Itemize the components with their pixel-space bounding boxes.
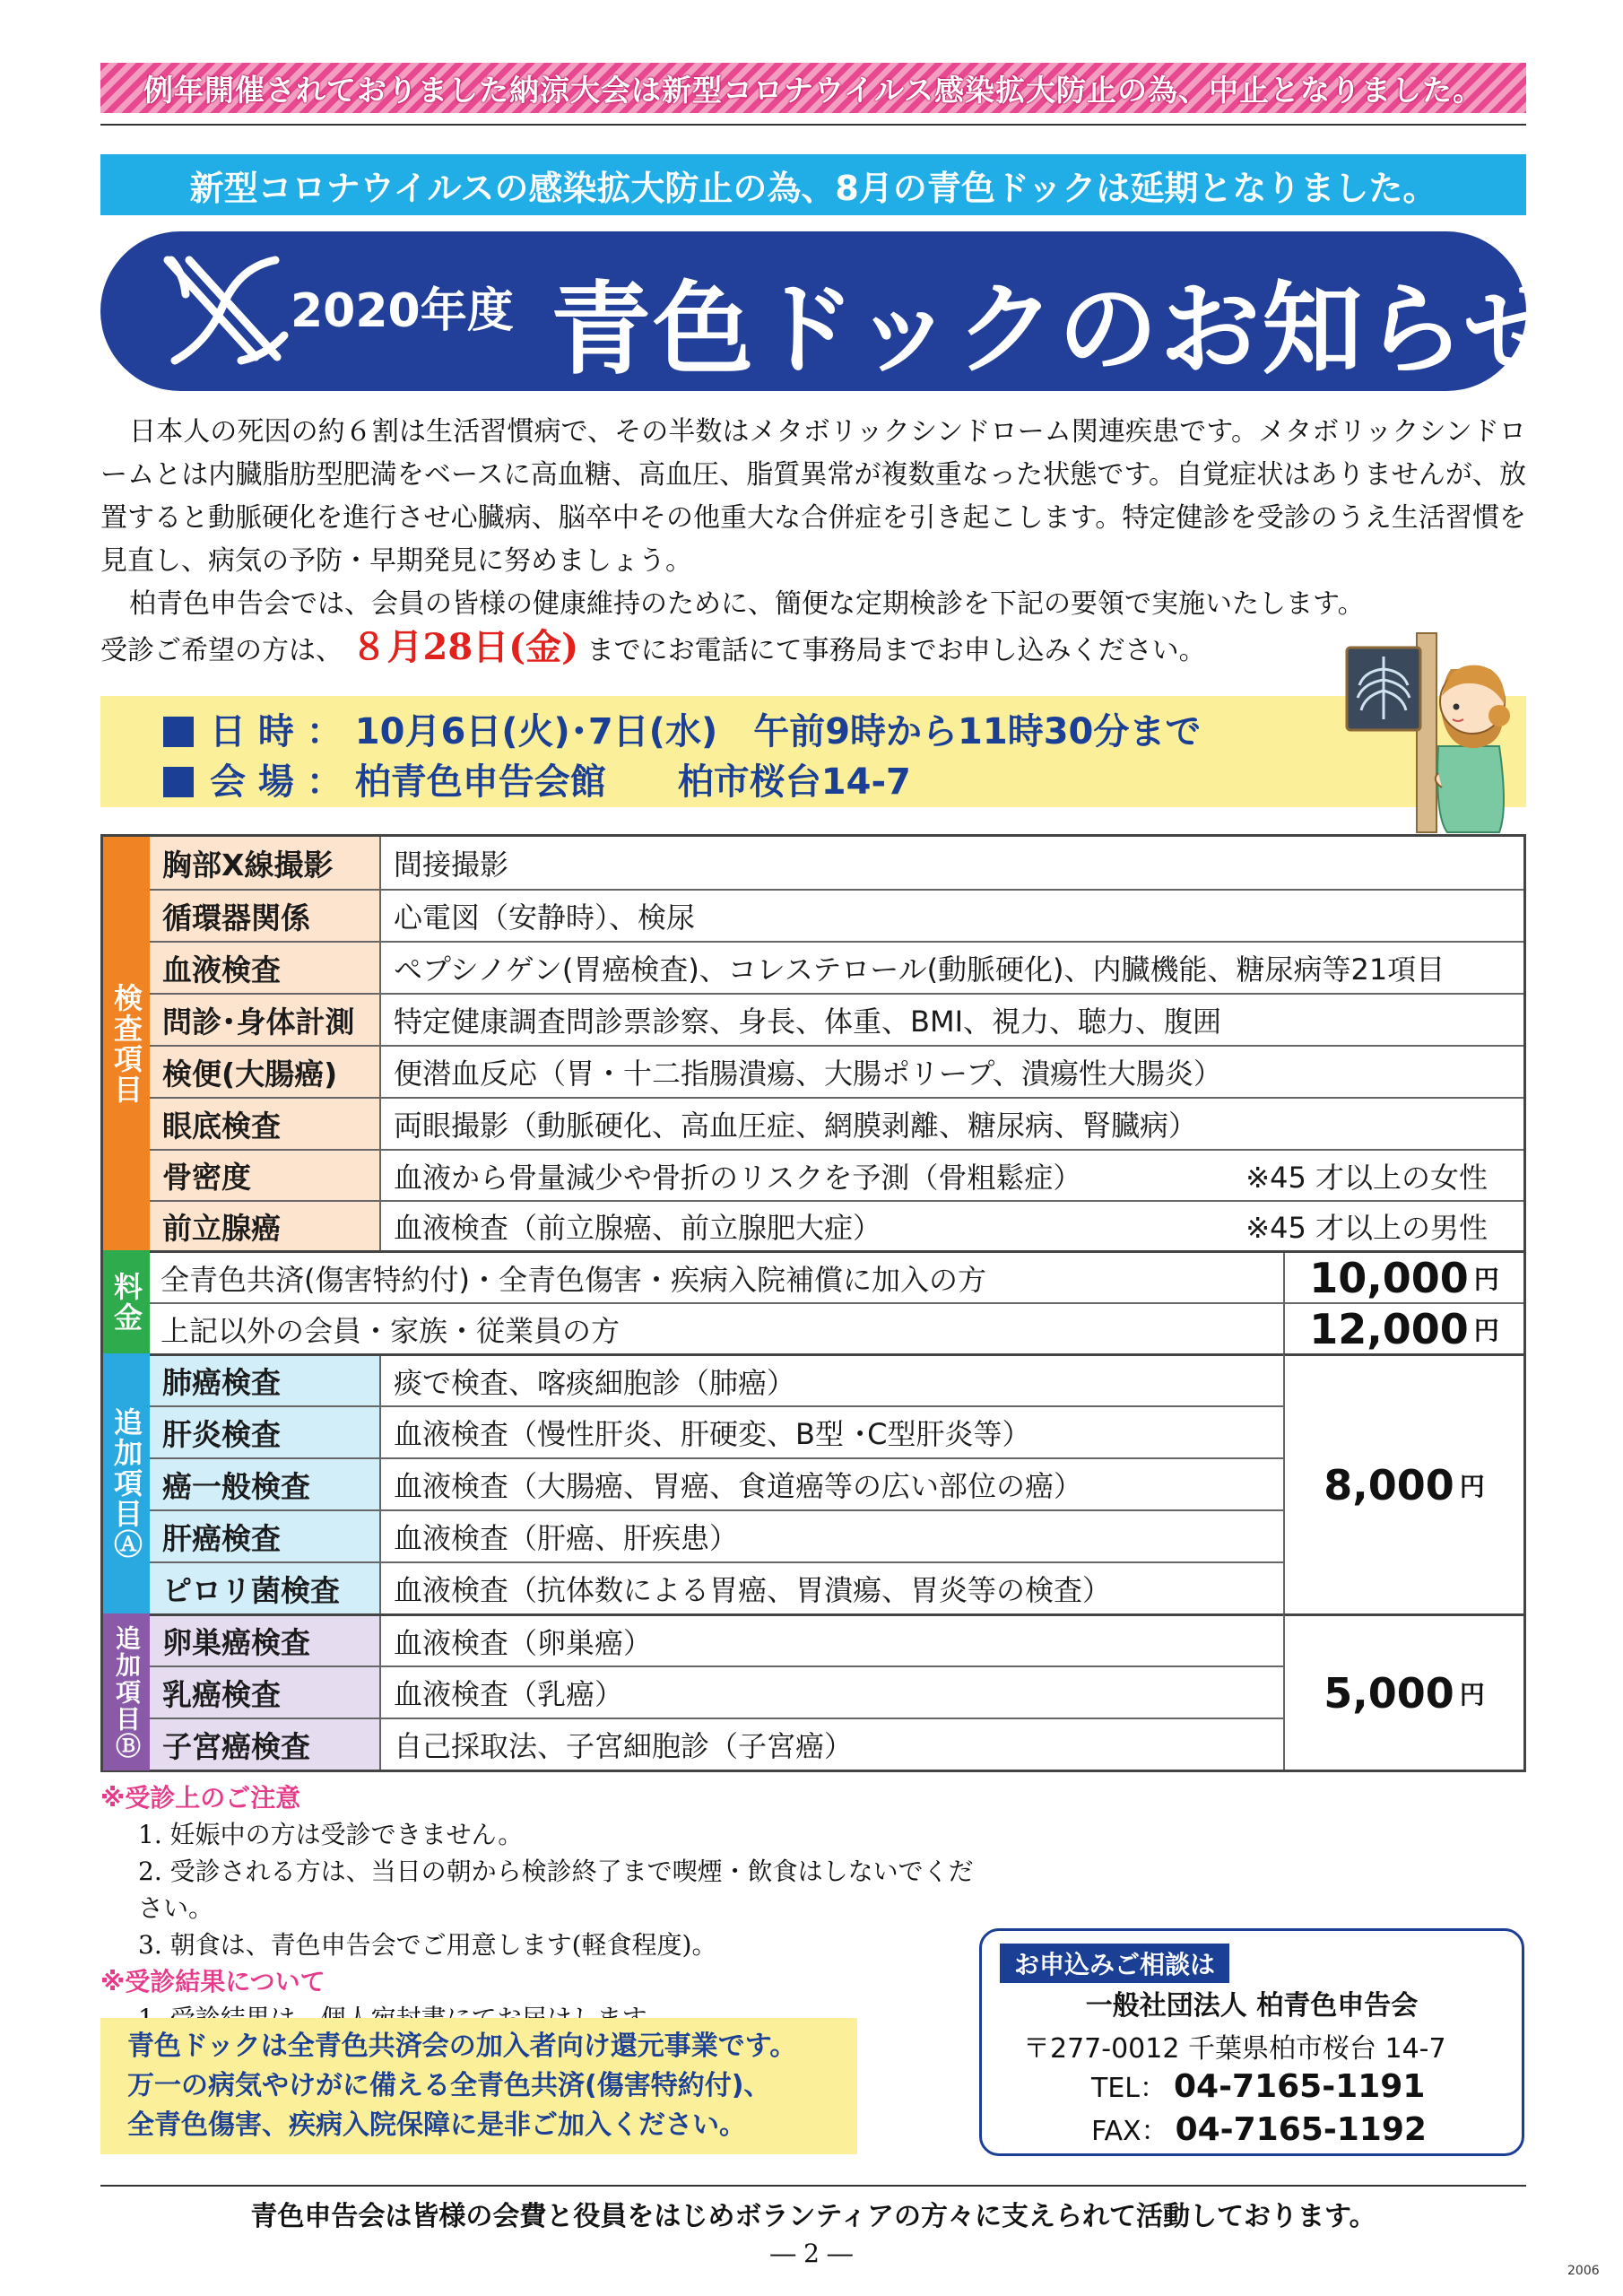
intro-paragraph-1: 日本人の死因の約６割は生活習慣病で、その半数はメタボリックシンドローム関連疾患です。メタボリックシンドロームとは内臓脂肪型肥満をベースに高血糖、高血圧、脂質異常が複数重なった状態です。自覚症状はありませんが、放置すると動脈硬化を進行させ心臓病、脳卒中その他重大な合併症を引き起こします。特定健診を受診のうえ生活習慣を見直し、病気の予防・早期発見に努めましょう。 bbox=[100, 416, 1526, 577]
page-title: 青色ドックのお知らせ bbox=[551, 272, 1567, 388]
fee-description: 上記以外の会員・家族・従業員の方 bbox=[161, 1313, 621, 1348]
exam-note: ※45 才以上の男性 bbox=[1245, 1211, 1488, 1245]
intro-apply-text: 受診ご希望の方は、 bbox=[100, 635, 343, 666]
page-number: ― 2 ― bbox=[770, 2239, 853, 2268]
caution-item: 1. 妊娠中の方は受診できません。 bbox=[138, 1820, 524, 1849]
blue-return-logo-icon bbox=[150, 249, 293, 375]
application-deadline: ８月28日(金) bbox=[351, 626, 579, 668]
additional-description: 血液検査（乳癌） bbox=[394, 1677, 624, 1711]
exam-category: 前立腺癌 bbox=[150, 1202, 381, 1250]
additional-a-band: 追加項目Ⓐ bbox=[103, 1353, 150, 1613]
table-row bbox=[150, 1665, 1284, 1718]
additional-a-price bbox=[1283, 1353, 1523, 1613]
exam-description-text: 心電図（安静時）、検尿 bbox=[394, 900, 696, 935]
exam-description-text: ペプシノゲン(胃癌検査)、コレステロール(動脈硬化)、内臓機能、糖尿病等21項目 bbox=[394, 952, 1445, 987]
document-code: 2006 bbox=[1567, 2264, 1600, 2278]
table-row bbox=[150, 889, 1523, 941]
additional-category: 卵巣癌検査 bbox=[150, 1616, 381, 1665]
exam-notes bbox=[100, 1779, 997, 2037]
contact-tag: お申込みご相談は bbox=[1000, 1944, 1229, 1983]
bullet-square-icon bbox=[163, 717, 194, 747]
exam-description-text: 間接撮影 bbox=[394, 848, 509, 882]
schedule-box bbox=[100, 696, 1526, 807]
exam-category: 骨密度 bbox=[150, 1151, 381, 1200]
exam-description-text: 血液から骨量減少や骨折のリスクを予測（骨粗鬆症） bbox=[394, 1160, 1082, 1195]
exam-description bbox=[381, 1099, 1523, 1149]
exam-description bbox=[381, 1047, 1523, 1097]
additional-b-price bbox=[1283, 1613, 1523, 1770]
exam-description bbox=[381, 1151, 1523, 1200]
exam-items-band: 検査項目 bbox=[103, 837, 150, 1250]
exam-category: 胸部X線撮影 bbox=[150, 837, 381, 889]
cancellation-text: 例年開催されておりました納涼大会は新型コロナウイルス感染拡大防止の為、中止となりました。 bbox=[143, 72, 1484, 108]
fee-price bbox=[1283, 1304, 1523, 1353]
exam-description bbox=[381, 995, 1523, 1045]
contact-fax bbox=[1091, 2109, 1427, 2148]
schedule-venue-row bbox=[163, 753, 911, 804]
table-row bbox=[150, 1613, 1284, 1665]
exam-category: 問診･身体計測 bbox=[150, 995, 381, 1045]
exam-category: 検便(大腸癌) bbox=[150, 1047, 381, 1097]
notice-line: 万一の病気やけがに備える全青色共済(傷害特約付)、 bbox=[127, 2070, 771, 2101]
yen-unit: 円 bbox=[1473, 1264, 1499, 1294]
caution-item: 2. 受診される方は、当日の朝から検診終了まで喫煙・飲食はしないでください。 bbox=[138, 1857, 974, 1923]
caution-heading: ※受診上のご注意 bbox=[100, 1783, 301, 1813]
intro-paragraph-2: 柏青色申告会では、会員の皆様の健康維持のために、簡便な定期検診を下記の要領で実施いたします。 bbox=[129, 588, 1365, 620]
footer-message: 青色申告会は皆様の会費と役員をはじめボランティアの方々に支えられて活動しております。 bbox=[250, 2201, 1376, 2232]
yen-unit: 円 bbox=[1459, 1471, 1485, 1501]
xray-woman-illustration bbox=[1341, 630, 1512, 836]
fee-band: 料金 bbox=[103, 1250, 150, 1353]
table-row bbox=[150, 1149, 1523, 1200]
postponement-text: 新型コロナウイルスの感染拡大防止の為、8月の青色ドックは延期となりました。 bbox=[189, 168, 1437, 208]
fax-number: 04-7165-1192 bbox=[1175, 2111, 1427, 2148]
exam-description bbox=[381, 943, 1523, 993]
additional-category: ピロリ菌検査 bbox=[150, 1563, 381, 1613]
exam-description-text: 両眼撮影（動脈硬化、高血圧症、網膜剥離、糖尿病、腎臓病） bbox=[394, 1109, 1198, 1143]
fiscal-year: 2020年度 bbox=[291, 284, 514, 338]
exam-description-text: 特定健康調査問診票診察、身長、体重、BMI、視力、聴力、腹囲 bbox=[394, 1004, 1222, 1039]
title-header bbox=[100, 231, 1567, 391]
contact-box bbox=[979, 1928, 1524, 2156]
intro-paragraph-3 bbox=[100, 626, 1526, 673]
additional-description: 血液検査（卵巣癌） bbox=[394, 1625, 653, 1660]
additional-description: 痰で検査、喀痰細胞診（肺癌） bbox=[394, 1365, 796, 1400]
exam-description bbox=[381, 891, 1523, 941]
fee-row bbox=[150, 1250, 1523, 1302]
fee-price-value: 10,000 bbox=[1309, 1253, 1469, 1302]
additional-a-price-value: 8,000 bbox=[1324, 1460, 1454, 1509]
table-row bbox=[150, 1045, 1523, 1097]
intro-text bbox=[100, 411, 1526, 673]
notice-line: 青色ドックは全青色共済会の加入者向け還元事業です。 bbox=[127, 2031, 797, 2062]
fee-row bbox=[150, 1302, 1523, 1353]
schedule-date-row bbox=[163, 703, 1201, 754]
schedule-date: 日 時 ： 10月6日(火)･7日(水) 午前9時から11時30分まで bbox=[210, 711, 1202, 752]
notice-line: 全青色傷害、疾病入院保障に是非ご加入ください。 bbox=[127, 2109, 746, 2141]
exam-category: 循環器関係 bbox=[150, 891, 381, 941]
contact-tel bbox=[1091, 2066, 1425, 2105]
tel-number[interactable]: 04-7165-1191 bbox=[1174, 2068, 1426, 2105]
table-row bbox=[150, 1097, 1523, 1149]
contact-organization: 一般社団法人 柏青色申告会 bbox=[1085, 1990, 1419, 2022]
exam-category: 血液検査 bbox=[150, 943, 381, 993]
table-row bbox=[150, 837, 1523, 889]
exam-description bbox=[381, 1202, 1523, 1250]
fee-description: 全青色共済(傷害特約付)・全青色傷害・疾病入院補償に加入の方 bbox=[161, 1262, 986, 1297]
result-heading: ※受診結果について bbox=[100, 1967, 325, 1996]
table-row bbox=[150, 1718, 1284, 1770]
table-row bbox=[150, 1405, 1284, 1457]
fee-price-value: 12,000 bbox=[1309, 1304, 1469, 1353]
intro-apply-text-end: までにお電話にて事務局までお申し込みください。 bbox=[586, 635, 1206, 666]
additional-description: 血液検査（抗体数による胃癌、胃潰瘍、胃炎等の検査） bbox=[394, 1573, 1112, 1607]
additional-category: 乳癌検査 bbox=[150, 1667, 381, 1718]
table-row bbox=[150, 1457, 1284, 1509]
fee-price bbox=[1283, 1253, 1523, 1302]
additional-description: 血液検査（肝癌、肝疾患） bbox=[394, 1521, 739, 1555]
table-row bbox=[150, 1509, 1284, 1561]
table-row bbox=[150, 1200, 1523, 1250]
postponement-banner bbox=[100, 154, 1526, 215]
additional-category: 肝炎検査 bbox=[150, 1407, 381, 1457]
table-row bbox=[150, 1561, 1284, 1613]
exam-description-text: 血液検査（前立腺癌、前立腺肥大症） bbox=[394, 1211, 882, 1245]
caution-item: 3. 朝食は、青色申告会でご用意します(軽食程度)。 bbox=[138, 1930, 717, 1960]
additional-category: 子宮癌検査 bbox=[150, 1719, 381, 1770]
exam-category: 眼底検査 bbox=[150, 1099, 381, 1149]
bullet-square-icon bbox=[163, 767, 194, 797]
additional-b-band: 追加項目Ⓑ bbox=[103, 1613, 150, 1770]
additional-description: 血液検査（慢性肝炎、肝硬変、B型 ･C型肝炎等） bbox=[394, 1417, 1031, 1451]
additional-category: 肺癌検査 bbox=[150, 1356, 381, 1405]
table-row bbox=[150, 1353, 1284, 1405]
top-divider bbox=[100, 124, 1526, 126]
exam-description bbox=[381, 837, 1523, 889]
yen-unit: 円 bbox=[1459, 1679, 1485, 1709]
yen-unit: 円 bbox=[1473, 1315, 1499, 1345]
insurance-notice bbox=[100, 2018, 857, 2154]
cancellation-banner bbox=[100, 63, 1526, 113]
exam-table bbox=[100, 834, 1526, 1772]
additional-category: 肝癌検査 bbox=[150, 1511, 381, 1561]
table-row bbox=[150, 993, 1523, 1045]
bottom-divider bbox=[100, 2185, 1526, 2187]
additional-category: 癌一般検査 bbox=[150, 1459, 381, 1509]
tel-label: TEL： bbox=[1091, 2073, 1167, 2104]
table-row bbox=[150, 941, 1523, 993]
additional-b-price-value: 5,000 bbox=[1324, 1668, 1454, 1718]
additional-description: 血液検査（大腸癌、胃癌、食道癌等の広い部位の癌） bbox=[394, 1469, 1083, 1503]
additional-description: 自己採取法、子宮細胞診（子宮癌） bbox=[394, 1729, 854, 1763]
contact-address: 〒277-0012 千葉県柏市桜台 14-7 bbox=[1023, 2033, 1446, 2065]
fax-label: FAX： bbox=[1091, 2116, 1168, 2147]
schedule-venue: 会 場 ： 柏青色申告会館 柏市桜台14-7 bbox=[210, 761, 911, 803]
exam-description-text: 便潜血反応（胃・十二指腸潰瘍、大腸ポリープ、潰瘍性大腸炎） bbox=[394, 1057, 1222, 1091]
exam-note: ※45 才以上の女性 bbox=[1245, 1160, 1488, 1195]
